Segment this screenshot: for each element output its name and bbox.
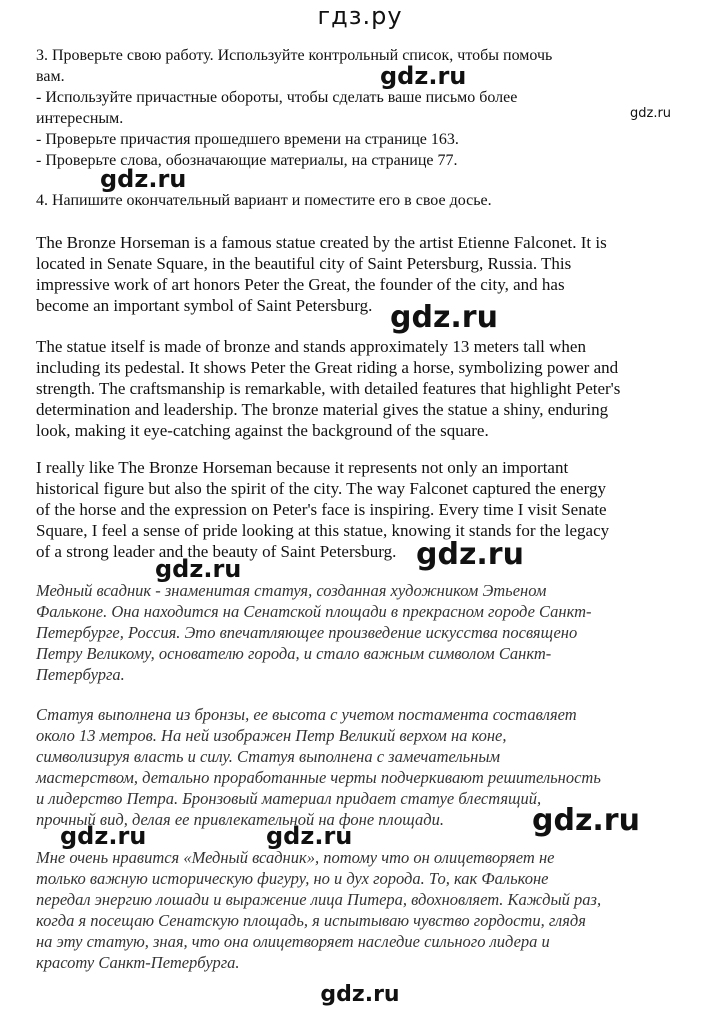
text-line: impressive work of art honors Peter the Great, the founder of the city, and has [36,275,565,294]
task3-line: - Проверьте слова, обозначающие материалы, на странице 77. [36,152,458,169]
text-line: прочный вид, делая ее привлекательной на фоне площади. [36,810,445,829]
watermark: gdz.ru [380,62,467,90]
text-line: look, making it eye-catching against the background of the square. [36,421,489,440]
text-line: Медный всадник - знаменитая статуя, созданная художником Этьеном [36,581,547,600]
text-line: передал энергию лошади и выражение лица Питера, вдохновляет. Каждый раз, [36,890,602,909]
text-line: Фальконе. Она находится на Сенатской площади в прекрасном городе Санкт- [36,602,592,621]
text-line: Статуя выполнена из бронзы, ее высота с учетом постамента составляет [36,705,577,724]
text-line: Петру Великому, основателю города, и стало важным символом Санкт- [36,644,552,663]
watermark: gdz.ru [390,300,498,335]
text-line: только важную историческую фигуру, но и дух города. То, как Фальконе [36,869,549,888]
watermark: gdz.ru [532,803,640,838]
text-line: historical figure but also the spirit of the city. The way Falconet captured the energy [36,479,606,498]
text-line: когда я посещаю Сенатскую площадь, я испытываю чувство гордости, глядя [36,911,586,930]
watermark: gdz.ru [155,555,242,583]
watermark: gdz.ru [266,822,353,850]
watermark: gdz.ru [416,537,524,572]
text-line: including its pedestal. It shows Peter the Great riding a horse, symbolizing power and [36,358,619,377]
task3-line: - Проверьте причастия прошедшего времени на странице 163. [36,131,459,148]
task3-line: интересным. [36,110,124,127]
text-line: I really like The Bronze Horseman because it represents not only an important [36,458,569,477]
text-line: на эту статую, зная, что она олицетворяет наследие сильного лидера и [36,932,550,951]
task3-line: 3. Проверьте свою работу. Используйте контрольный список, чтобы помочь [36,47,553,64]
text-line: strength. The craftsmanship is remarkable, with detailed features that highlight Peter's [36,379,621,398]
text-line: of the horse and the expression on Peter's face is inspiring. Every time I visit Senate [36,500,607,519]
watermark: gdz.ru [630,106,672,121]
text-line: The statue itself is made of bronze and stands approximately 13 meters tall when [36,337,586,356]
watermark: gdz.ru [60,822,147,850]
text-line: красоту Санкт-Петербурга. [36,953,240,972]
text-line: символизируя власть и силу. Статуя выполнена с замечательным [36,747,501,766]
task3-line: вам. [36,68,65,85]
text-line: of a strong leader and the beauty of Saint Petersburg. [36,542,397,561]
text-line: located in Senate Square, in the beautiful city of Saint Petersburg, Russia. This [36,254,572,273]
site-footer-logo: gdz.ru [320,982,400,1007]
text-line: Мне очень нравится «Медный всадник», потому что он олицетворяет не [36,848,555,867]
task3-line: - Используйте причастные обороты, чтобы сделать ваше письмо более [36,89,518,106]
site-header-logo: гдз.ру [317,2,403,30]
text-line: become an important symbol of Saint Petersburg. [36,296,373,315]
text-line: и лидерство Петра. Бронзовый материал придает статуе блестящий, [36,789,542,808]
text-line: Square, I feel a sense of pride looking at this statue, knowing it stands for the legacy [36,521,610,540]
text-line: Петербурге, Россия. Это впечатляющее произведение искусства посвящено [36,623,578,642]
task4-instruction: 4. Напишите окончательный вариант и поместите его в свое досье. [36,192,492,209]
text-line: Петербурга. [36,665,125,684]
text-line: около 13 метров. На ней изображен Петр Великий верхом на коне, [36,726,507,745]
text-line: determination and leadership. The bronze material gives the statue a shiny, enduring [36,400,609,419]
text-line: мастерством, детально проработанные черты подчеркивают решительность [36,768,601,787]
watermark: gdz.ru [100,165,187,193]
text-line: The Bronze Horseman is a famous statue created by the artist Etienne Falconet. It is [36,233,607,252]
